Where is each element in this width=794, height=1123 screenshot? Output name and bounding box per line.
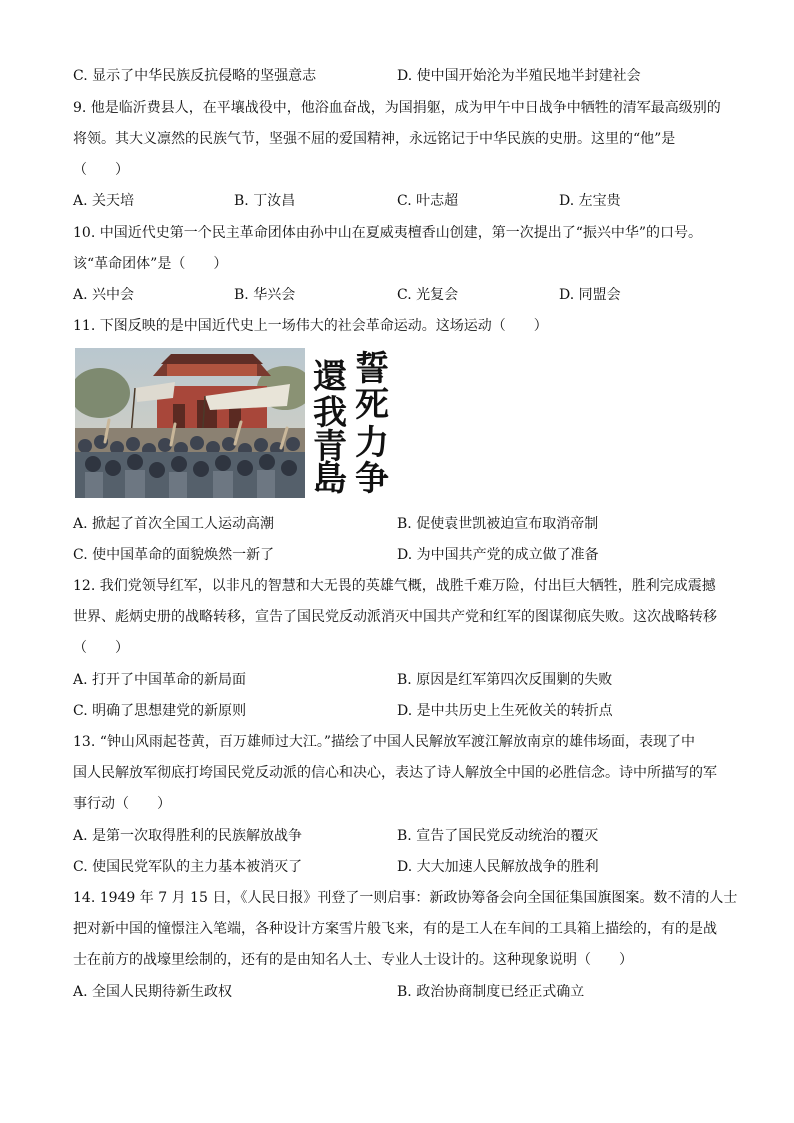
q10-option-d[interactable]: D. 同盟会 (559, 287, 621, 303)
q9-option-d[interactable]: D. 左宝贵 (559, 193, 621, 209)
q14-stem-line3: 士在前方的战壕里绘制的，还有的是由知名人士、专业人士设计的。这种现象说明（ ） (73, 952, 633, 968)
q14-stem-line2: 把对新中国的憧憬注入笔端，各种设计方案雪片般飞来，有的是工人在车间的工具箱上描绘的，有的是战 (73, 921, 717, 937)
q14-option-b[interactable]: B. 政治协商制度已经正式确立 (397, 984, 585, 1000)
calligraphy-char: 死 (355, 385, 389, 425)
q11-option-b[interactable]: B. 促使袁世凯被迫宣布取消帝制 (397, 516, 599, 532)
q12-stem-line2: 世界、彪炳史册的战略转移，宣告了国民党反动派消灭中国共产党和红军的图谋彻底失败。这次战略转移 (73, 609, 717, 625)
q13-stem-line3: 事行动（ ） (73, 796, 171, 812)
calligraphy-char: 力 (355, 423, 389, 463)
calligraphy-slogan (309, 346, 393, 498)
q10-stem-line2: 该“革命团体”是（ ） (73, 256, 228, 272)
q9-stem-line1: 9. 他是临沂费县人，在平壤战役中，他浴血奋战，为国捐躯，成为甲午中日战争中牺牲的清军最高级别的 (73, 100, 721, 116)
q13-stem-line1: 13. “钟山风雨起苍黄，百万雄师过大江。”描绘了中国人民解放军渡江解放南京的雄伟场面，表现了中 (73, 734, 696, 750)
calligraphy-char: 争 (355, 459, 389, 499)
q11-option-c[interactable]: C. 使中国革命的面貌焕然一新了 (73, 547, 275, 563)
q13-option-a[interactable]: A. 是第一次取得胜利的民族解放战争 (73, 828, 303, 844)
q12-option-c[interactable]: C. 明确了思想建党的新原则 (73, 703, 247, 719)
may-fourth-painting (75, 348, 305, 498)
calligraphy-char: 島 (313, 459, 347, 499)
q11-option-d[interactable]: D. 为中国共产党的成立做了准备 (397, 547, 599, 563)
calligraphy-char: 青 (313, 427, 347, 467)
q9-option-b[interactable]: B. 丁汝昌 (234, 193, 296, 209)
q10-option-c[interactable]: C. 光复会 (397, 287, 459, 303)
painting-illustration (75, 348, 305, 498)
q13-stem-line2: 国人民解放军彻底打垮国民党反动派的信心和决心，表达了诗人解放全中国的必胜信念。诗中所描写的军 (73, 765, 717, 781)
calligraphy-char: 我 (313, 393, 347, 433)
q13-option-c[interactable]: C. 使国民党军队的主力基本被消灭了 (73, 859, 303, 875)
q9-stem-line2: 将领。其大义凛然的民族气节，坚强不屈的爱国精神，永远铭记于中华民族的史册。这里的“他”是 (73, 131, 676, 147)
q9-option-a[interactable]: A. 关天培 (73, 193, 135, 209)
q12-option-d[interactable]: D. 是中共历史上生死攸关的转折点 (397, 703, 613, 719)
calligraphy-char: 還 (313, 357, 347, 397)
q14-option-a[interactable]: A. 全国人民期待新生政权 (73, 984, 233, 1000)
q9-answer-blank: （ ） (73, 162, 129, 178)
q10-stem-line1: 10. 中国近代史第一个民主革命团体由孙中山在夏威夷檀香山创建，第一次提出了“振兴中华”的口号。 (73, 225, 703, 241)
q12-option-a[interactable]: A. 打开了中国革命的新局面 (73, 672, 247, 688)
q11-figure (75, 346, 393, 498)
q11-option-a[interactable]: A. 掀起了首次全国工人运动高潮 (73, 516, 275, 532)
q12-answer-blank: （ ） (73, 640, 129, 656)
q8-option-c[interactable]: C. 显示了中华民族反抗侵略的坚强意志 (73, 68, 317, 84)
q9-option-c[interactable]: C. 叶志超 (397, 193, 459, 209)
q14-stem-line1: 14. 1949 年 7 月 15 日，《人民日报》刊登了一则启事：新政协筹备会向全国征集国旗图案。数不清的人士 (73, 890, 738, 906)
calligraphy-char: 誓 (355, 349, 389, 389)
q13-option-d[interactable]: D. 大大加速人民解放战争的胜利 (397, 859, 599, 875)
q12-option-b[interactable]: B. 原因是红军第四次反围剿的失败 (397, 672, 613, 688)
q10-option-a[interactable]: A. 兴中会 (73, 287, 135, 303)
q8-option-d[interactable]: D. 使中国开始沦为半殖民地半封建社会 (397, 68, 641, 84)
q11-stem-line1: 11. 下图反映的是中国近代史上一场伟大的社会革命运动。这场运动（ ） (73, 318, 548, 334)
q10-option-b[interactable]: B. 华兴会 (234, 287, 296, 303)
q12-stem-line1: 12. 我们党领导红军，以非凡的智慧和大无畏的英雄气概，战胜千难万险，付出巨大牺牲，胜利完成震撼 (73, 578, 716, 594)
q13-option-b[interactable]: B. 宣告了国民党反动统治的覆灭 (397, 828, 599, 844)
